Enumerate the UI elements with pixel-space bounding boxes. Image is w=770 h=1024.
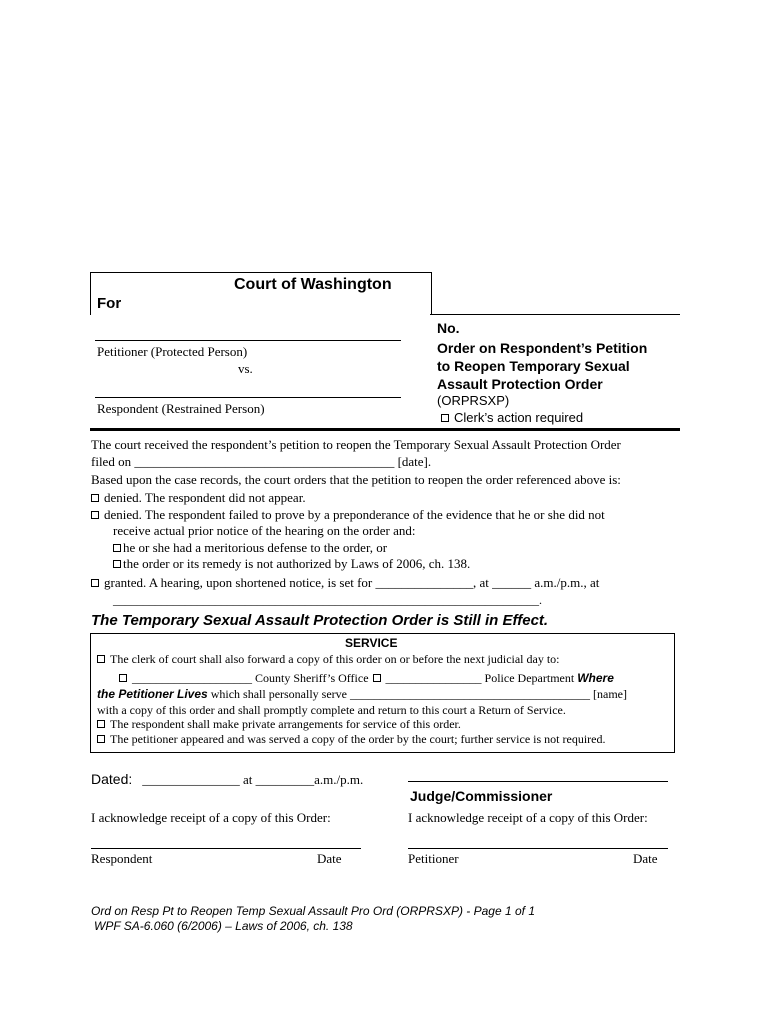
petitioner-ack-line [408, 848, 668, 849]
for-label: For [97, 295, 122, 312]
checkbox-icon[interactable] [113, 560, 121, 568]
petitioner-signature-line [95, 340, 401, 341]
checkbox-icon[interactable] [97, 655, 105, 663]
option-granted-cont: _______________________________________________________________________. [113, 593, 542, 607]
judge-signature-line [408, 781, 668, 782]
dated-label: Dated: [91, 771, 133, 787]
form-code: (ORPRSXP) [437, 393, 510, 408]
checkbox-icon[interactable] [113, 544, 121, 552]
vs-label: vs. [238, 361, 253, 376]
clerk-action-checkbox[interactable] [441, 410, 583, 425]
checkbox-icon[interactable] [97, 720, 105, 728]
service-heading: SERVICE [345, 636, 398, 650]
dated-row [91, 771, 363, 788]
service-clerk-forward[interactable] [97, 652, 560, 667]
sheriff-label: ____________________ County Sheriff’s Office [132, 671, 369, 685]
serve-label: which shall personally serve ________________________________________ [name] [210, 687, 627, 701]
checkbox-icon[interactable] [119, 674, 127, 682]
ack-right: I acknowledge receipt of a copy of this Order: [408, 810, 648, 825]
respondent-ack-line [91, 848, 361, 849]
suboption-not-authorized[interactable] [113, 556, 470, 572]
court-title: Court of Washington [234, 276, 392, 293]
body-line1: The court received the respondent’s petition to reopen the Temporary Sexual Assault Protection Order [91, 437, 621, 452]
ack-left: I acknowledge receipt of a copy of this Order: [91, 810, 331, 825]
respondent-signature-line [95, 397, 401, 398]
option-denied-cont: receive actual prior notice of the hearing on the order and: [113, 523, 416, 538]
option-label: the order or its remedy is not authorized by Laws of 2006, ch. 138. [123, 556, 471, 571]
option-label: denied. The respondent did not appear. [104, 490, 306, 505]
caption-divider [430, 314, 680, 315]
respondent-sign-label: Respondent [91, 851, 153, 866]
service-sheriff-row[interactable] [119, 671, 614, 686]
order-title-line3: Assault Protection Order [437, 376, 603, 392]
respondent-label: Respondent (Restrained Person) [97, 401, 265, 416]
service-label: The respondent shall make private arrangements for service of this order. [110, 717, 461, 731]
option-label: denied. The respondent failed to prove by a preponderance of the evidence that he or she did not [104, 507, 605, 522]
service-appeared[interactable] [97, 732, 605, 747]
checkbox-icon[interactable] [91, 511, 99, 519]
thick-rule [90, 428, 680, 431]
where-label: Where [577, 671, 614, 685]
service-return-row: with a copy of this order and shall promptly complete and return to this court a Return of Service. [97, 703, 566, 717]
clerk-action-label: Clerk’s action required [454, 410, 584, 425]
footer-line1: Ord on Resp Pt to Reopen Temp Sexual Assault Pro Ord (ORPRSXP) - Page 1 of 1 [91, 904, 535, 918]
checkbox-icon[interactable] [91, 579, 99, 587]
petitioner-lives-label: the Petitioner Lives [97, 687, 208, 701]
body-line2: filed on ________________________________________ [date]. [91, 454, 432, 469]
checkbox-icon[interactable] [91, 494, 99, 502]
effect-heading: The Temporary Sexual Assault Protection Order is Still in Effect. [91, 612, 549, 629]
case-number-label: No. [437, 320, 460, 336]
petitioner-label: Petitioner (Protected Person) [97, 344, 248, 359]
checkbox-icon[interactable] [97, 735, 105, 743]
petitioner-sign-label: Petitioner [408, 851, 459, 866]
judge-label: Judge/Commissioner [410, 788, 553, 804]
order-title-line1: Order on Respondent’s Petition [437, 340, 648, 356]
option-label: granted. A hearing, upon shortened notice, is set for _______________, at ______ a.m./p.m., at [104, 575, 600, 590]
police-label: ________________ Police Department [385, 671, 575, 685]
option-denied-not-appear[interactable] [91, 490, 306, 506]
dated-blanks: _______________ at _________a.m./p.m. [142, 772, 364, 787]
respondent-date-label: Date [317, 851, 342, 866]
option-label: he or she had a meritorious defense to the order, or [123, 540, 388, 555]
suboption-meritorious[interactable] [113, 540, 387, 556]
option-denied-failed-prove[interactable] [91, 507, 605, 523]
order-title-line2: to Reopen Temporary Sexual [437, 358, 630, 374]
service-private[interactable] [97, 717, 461, 732]
checkbox-icon[interactable] [373, 674, 381, 682]
service-serve-row [97, 687, 627, 702]
checkbox-icon[interactable] [441, 414, 449, 422]
petitioner-date-label: Date [633, 851, 658, 866]
footer-line2: WPF SA-6.060 (6/2006) – Laws of 2006, ch. 138 [94, 919, 353, 933]
body-line3: Based upon the case records, the court orders that the petition to reopen the order referenced above is: [91, 472, 621, 487]
service-label: The clerk of court shall also forward a copy of this order on or before the next judicial day to: [110, 652, 560, 666]
option-granted[interactable] [91, 575, 599, 591]
service-label: The petitioner appeared and was served a copy of the order by the court; further service is not required. [110, 732, 606, 746]
